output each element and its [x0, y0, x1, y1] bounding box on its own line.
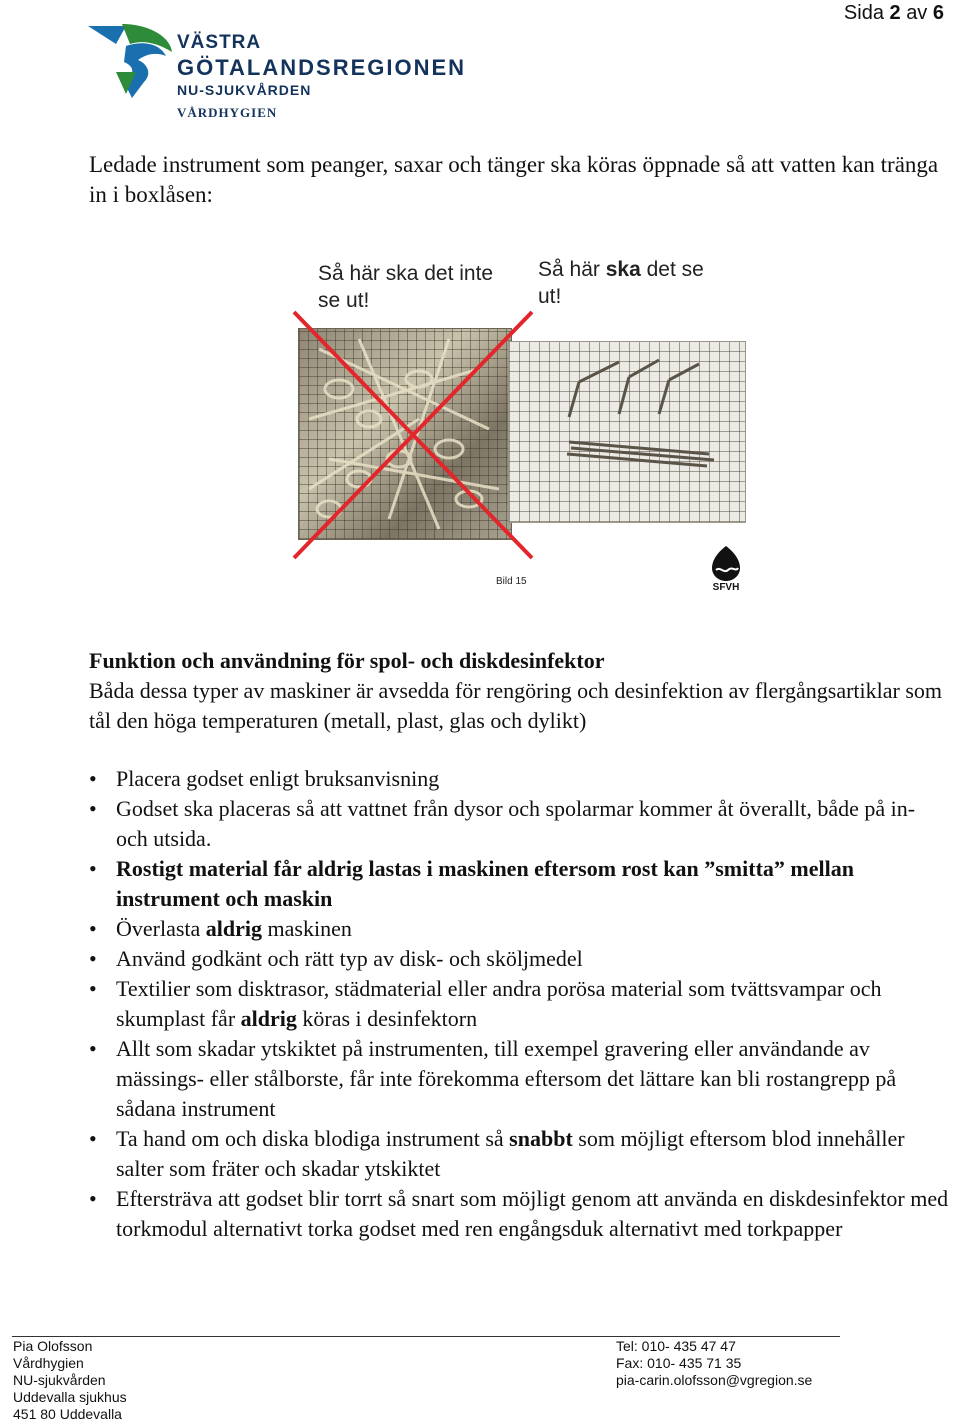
footer-address: 451 80 Uddevalla: [13, 1406, 122, 1422]
list-item: [89, 764, 949, 794]
caption-good-pre: Så här: [538, 258, 606, 281]
page-prefix: Sida: [843, 2, 884, 24]
list-item: [89, 1124, 949, 1184]
bullet-text: Allt som skadar ytskiktet på instrumenten, till exempel gravering eller användande av mässings- eller stålborste, får inte förekomma eftersom det lättare kan bli rostangrepp på sådana instrument: [116, 1036, 897, 1121]
bullet-text: Använd godkänt och rätt typ av disk- och sköljmedel: [116, 946, 583, 971]
footer-org: NU-sjukvården: [13, 1372, 106, 1388]
section-title: Funktion och användning för spol- och diskdesinfektor: [89, 648, 605, 673]
logo-line-region: GÖTALANDSREGIONEN: [177, 55, 467, 80]
caption-good: [538, 256, 718, 310]
bullet-emphasis: snabbt: [509, 1126, 573, 1151]
bullet-text: Överlasta: [116, 916, 206, 941]
caption-good-bold: ska: [605, 258, 641, 281]
logo-line-vastra: VÄSTRA: [177, 32, 262, 53]
footer-email[interactable]: pia-carin.olofsson@vgregion.se: [616, 1372, 813, 1388]
footer-contact: [13, 1338, 127, 1423]
list-item: [89, 854, 949, 914]
caption-good-post: det se ut!: [538, 258, 704, 308]
list-item: [89, 1034, 949, 1124]
bullet-text: köras i desinfektorn: [296, 1006, 478, 1031]
page-of: av: [906, 2, 928, 24]
footer-fax: Fax: 010- 435 71 35: [616, 1355, 742, 1371]
section-disinfector: [89, 646, 949, 736]
bullet-list: [89, 764, 949, 1244]
bullet-text-bold: Rostigt material får aldrig lastas i maskinen eftersom rost kan ”smitta” mellan instrument och maskin: [116, 856, 854, 911]
bullet-text: Placera godset enligt bruksanvisning: [116, 766, 440, 791]
bullet-text: Textilier som disktrasor, städmaterial eller andra porösa material som tvättsvampar och skumplast får: [116, 976, 882, 1031]
logo-line-nu: NU-SJUKVÅRDEN: [177, 82, 312, 98]
section-body: Båda dessa typer av maskiner är avsedda för rengöring och desinfektion av flergångsartiklar som tål den höga temperaturen (metall, plast, glas och dylikt): [89, 678, 943, 733]
footer-divider: [12, 1336, 840, 1337]
sfvh-label: SFVH: [712, 582, 740, 593]
caption-bad: Så här ska det inte se ut!: [318, 262, 494, 312]
page-current: 2: [889, 2, 901, 24]
list-item: [89, 1184, 949, 1244]
opened-instruments-icon: [509, 342, 745, 522]
bullet-text: Godset ska placeras så att vattnet från dysor och spolarmar kommer åt överallt, både på in- och utsida.: [116, 796, 916, 851]
page-number: [844, 2, 944, 25]
bullet-text: maskinen: [262, 916, 352, 941]
page-total: 6: [932, 2, 944, 24]
bullet-text: Ta hand om och diska blodiga instrument så: [116, 1126, 510, 1151]
bullet-emphasis: aldrig: [205, 916, 263, 941]
intro-paragraph: Ledade instrument som peanger, saxar och tänger ska köras öppnade så att vatten kan tränga in i boxlåsen:: [89, 152, 939, 207]
footer-name: Pia Olofsson: [13, 1338, 93, 1354]
bullet-text: som möjligt eftersom blod innehåller salter som fräter och skadar ytskiktet: [116, 1126, 905, 1181]
list-item: [89, 794, 949, 854]
bullet-emphasis: aldrig: [240, 1006, 297, 1031]
vgr-logo: [86, 22, 466, 122]
list-item: [89, 974, 949, 1034]
sfvh-logo: [706, 544, 746, 596]
footer-hospital: Uddevalla sjukhus: [13, 1389, 127, 1405]
list-item: [89, 914, 949, 944]
comparison-figure: [280, 248, 760, 606]
bullet-text: Eftersträva att godset blir torrt så snart som möjligt genom att använda en diskdesinfektor med torkmodul alternativt torka godset med ren engångsduk alternativt med torkpapper: [116, 1186, 949, 1241]
footer-tel: Tel: 010- 435 47 47: [616, 1338, 736, 1354]
vgr-emblem-icon: [86, 22, 176, 102]
sfvh-emblem-icon: [706, 544, 746, 582]
logo-line-vardhygien: VÅRDHYGIEN: [177, 105, 278, 120]
footer-dept: Vårdhygien: [13, 1355, 84, 1371]
photo-correct-basket: [508, 341, 746, 523]
footer-phone: [616, 1338, 812, 1389]
image-label: Bild 15: [496, 576, 527, 587]
list-item: [89, 944, 949, 974]
